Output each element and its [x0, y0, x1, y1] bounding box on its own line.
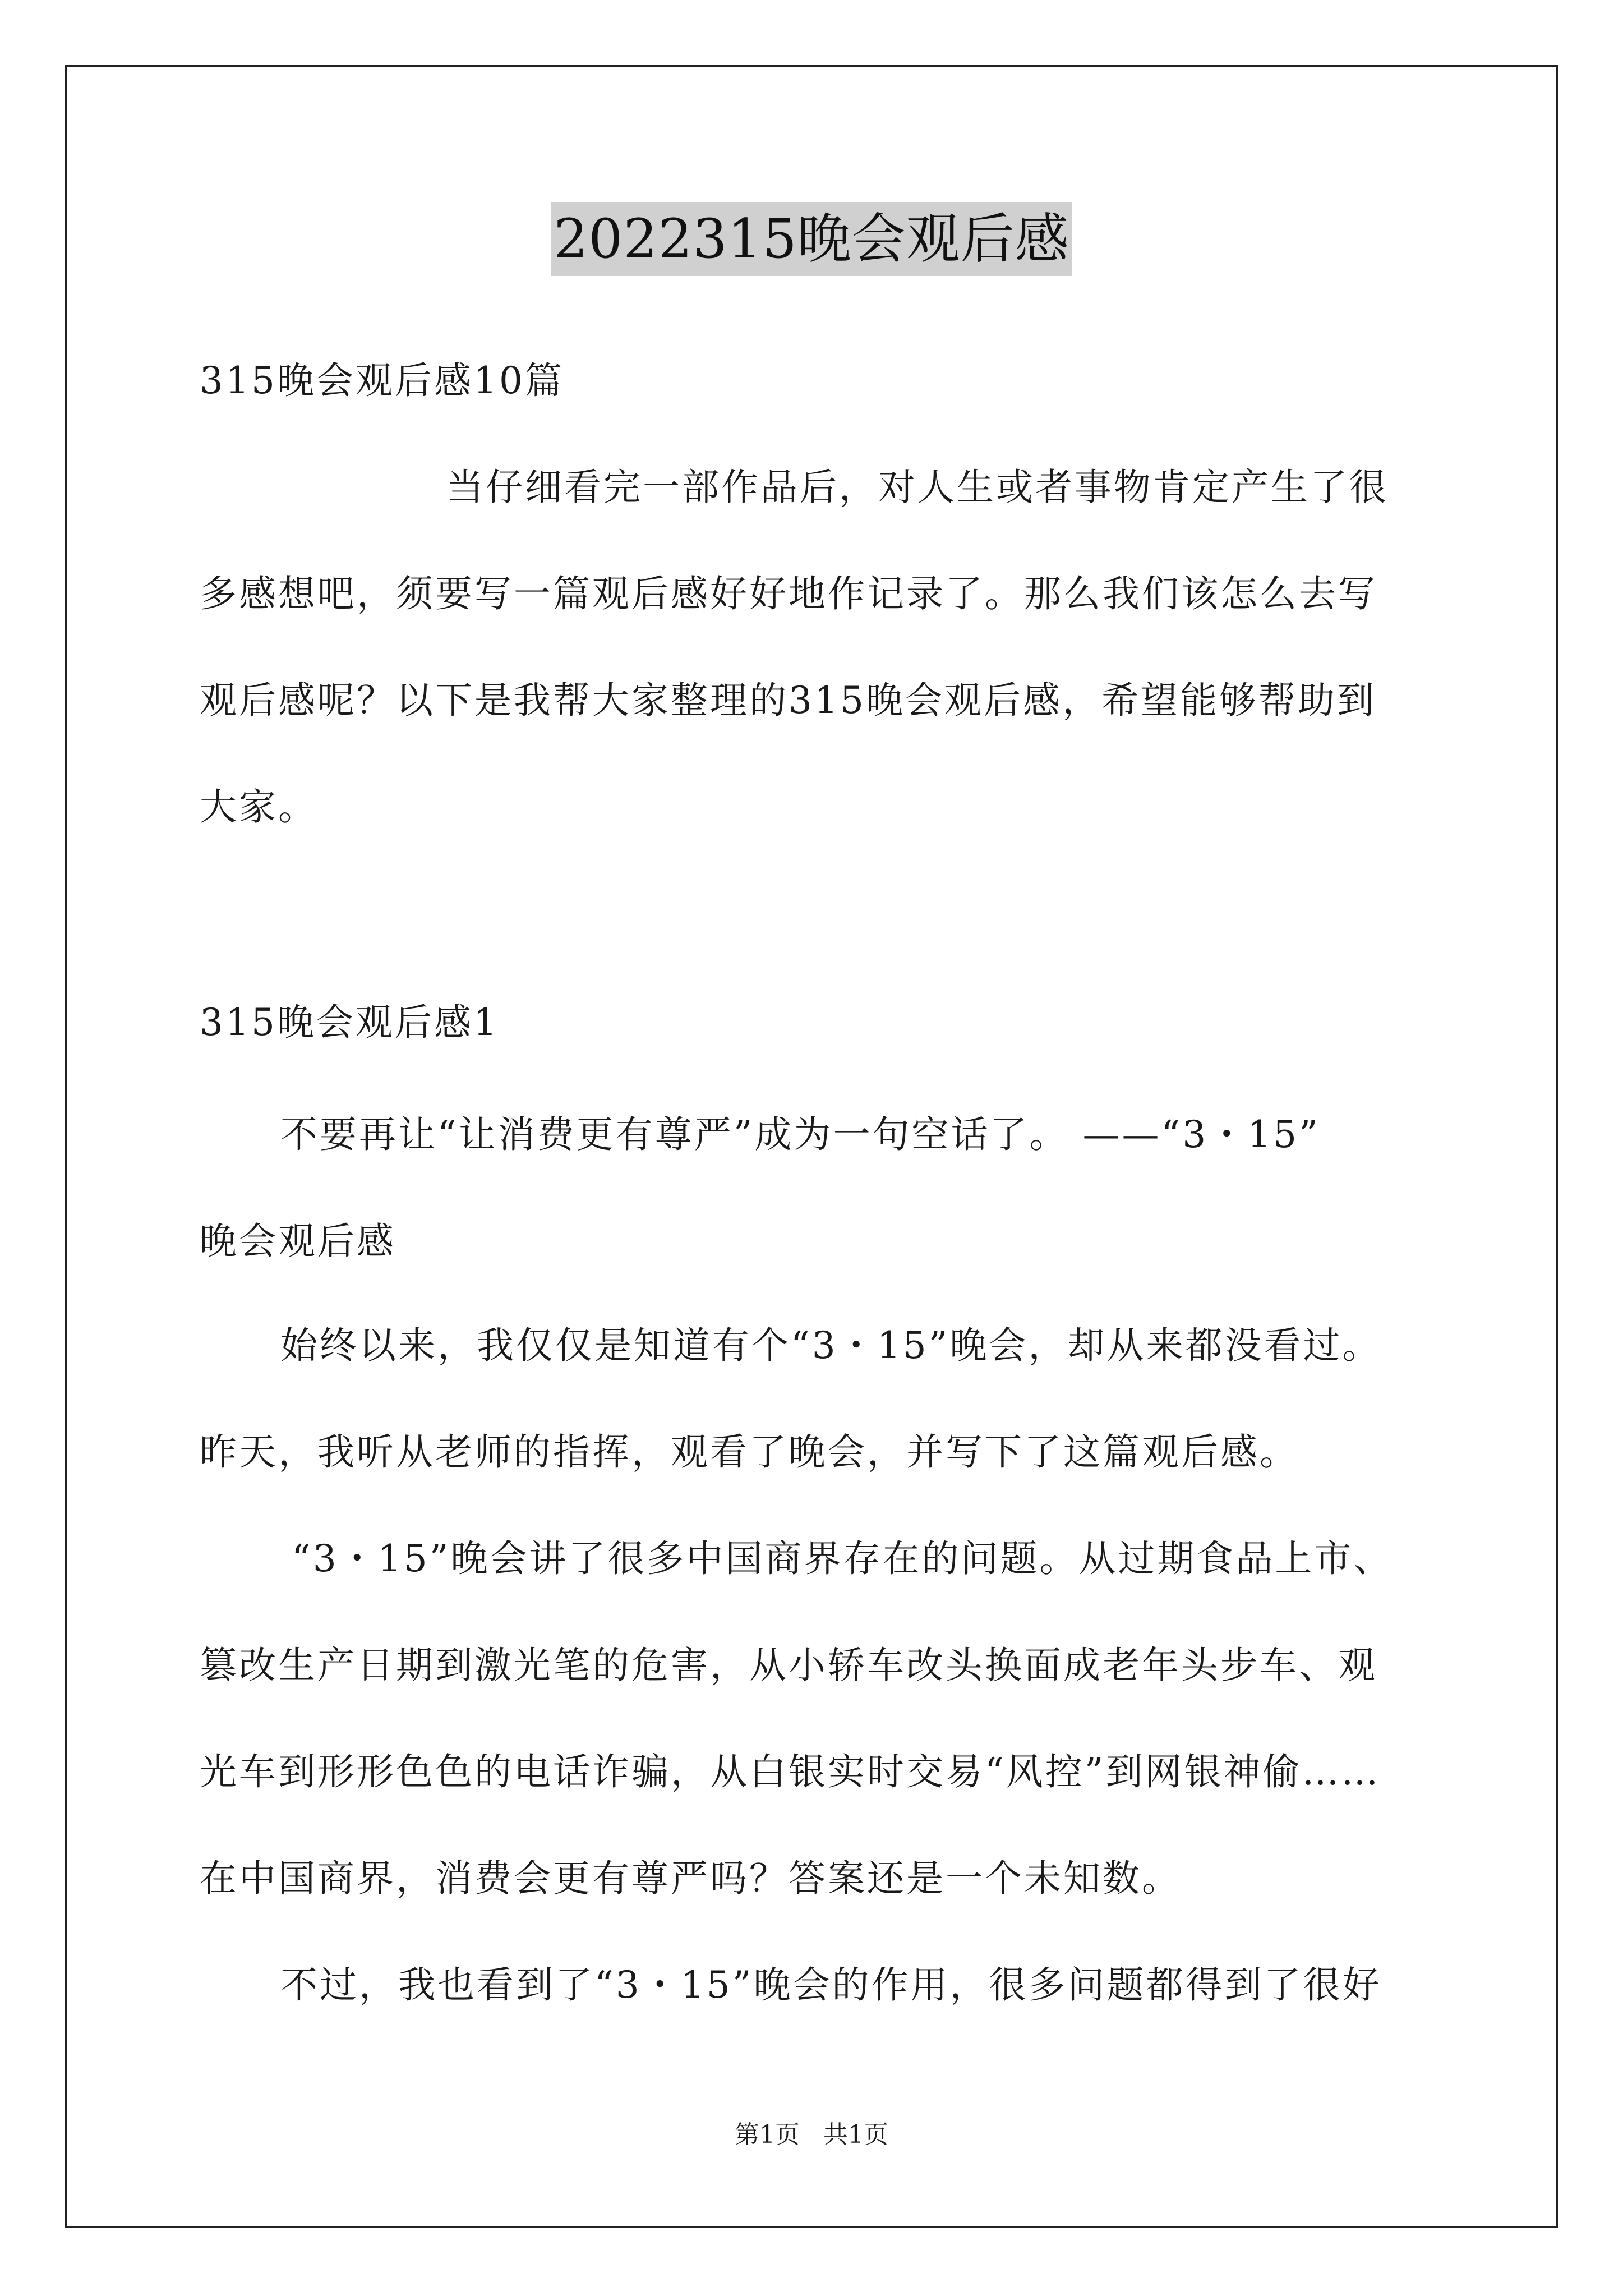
body-line-3: 始终以来，我仅仅是知道有个“3・15”晚会，却从来都没看过。 [280, 1324, 1382, 1367]
intro-line-4: 大家。 [200, 785, 317, 829]
document-subtitle: 315晚会观后感10篇 [200, 359, 564, 402]
body-line-7: 光车到形形色色的电话诈骗，从白银实时交易“风控”到网银神偷…… [200, 1750, 1381, 1793]
intro-line-3: 观后感呢？以下是我帮大家整理的315晚会观后感，希望能够帮助到 [200, 679, 1376, 722]
body-line-6: 篡改生产日期到激光笔的危害，从小轿车改头换面成老年头步车、观 [200, 1644, 1377, 1687]
body-line-8: 在中国商界，消费会更有尊严吗？答案还是一个未知数。 [200, 1857, 1181, 1900]
intro-line-2: 多感想吧，须要写一篇观后感好好地作记录了。那么我们该怎么去写 [200, 572, 1377, 615]
body-line-5: “3・15”晚会讲了很多中国商界存在的问题。从过期食品上市、 [292, 1537, 1393, 1580]
body-line-2: 晚会观后感 [200, 1220, 396, 1263]
document-title: 2022315晚会观后感 [551, 202, 1072, 276]
page-footer: 第1页 共1页 [735, 2120, 888, 2149]
body-line-1: 不要再让“让消费更有尊严”成为一句空话了。 ——“3・15” [280, 1113, 1320, 1156]
section-heading: 315晚会观后感1 [200, 1001, 499, 1044]
intro-line-1: 当仔细看完一部作品后，对人生或者事物肯定产生了很 [446, 466, 1389, 509]
title-wrap [0, 202, 1623, 276]
body-line-4: 昨天，我听从老师的指挥，观看了晚会，并写下了这篇观后感。 [200, 1430, 1299, 1474]
body-line-9: 不过，我也看到了“3・15”晚会的作用，很多问题都得到了很好 [280, 1963, 1382, 2007]
